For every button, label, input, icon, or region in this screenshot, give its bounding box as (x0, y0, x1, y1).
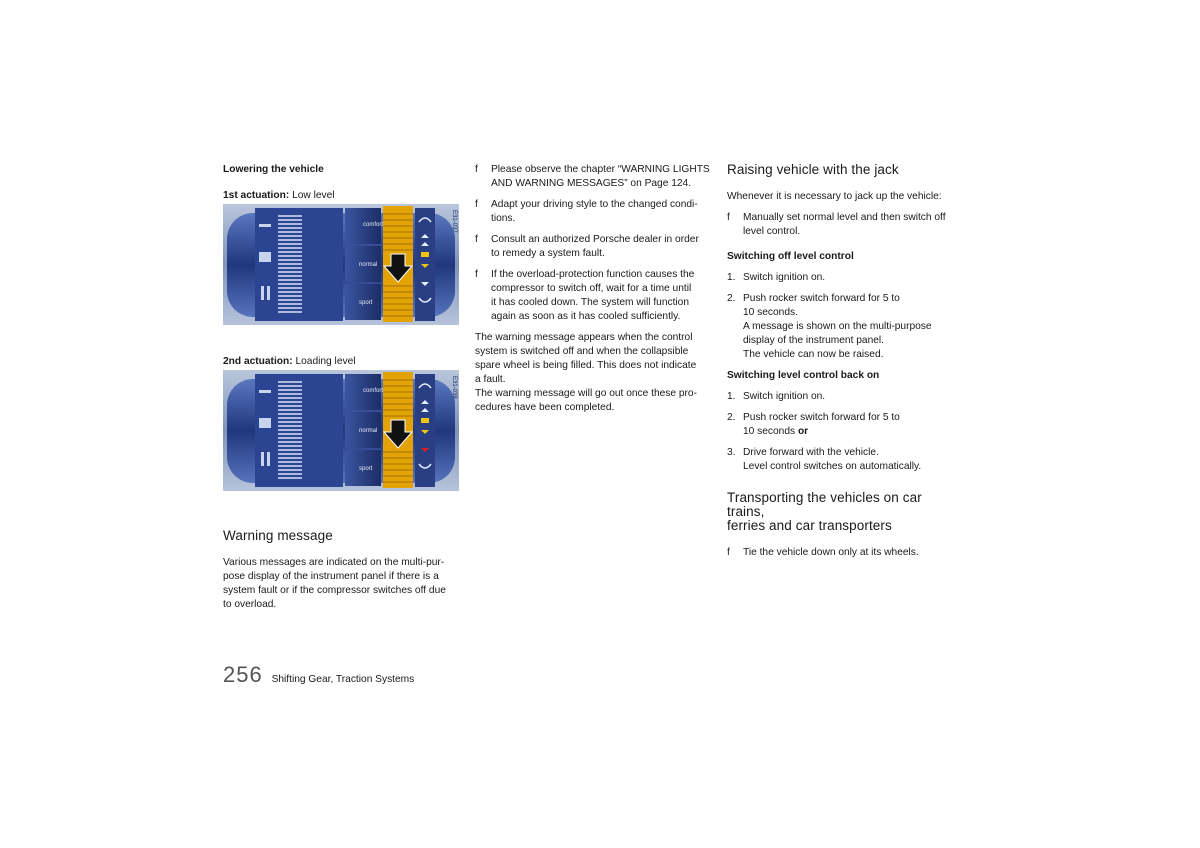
jack-heading: Raising vehicle with the jack (727, 162, 899, 177)
switch-off-heading: Switching off level control (727, 251, 854, 262)
step-line: A message is shown on the multi-purpose (743, 321, 932, 332)
bullet-line: to remedy a system fault. (491, 248, 605, 259)
figure2-button-comfort: comfort (363, 388, 384, 394)
warning-info-paragraph (475, 331, 713, 415)
bullet-line: AND WARNING MESSAGES” on Page 124. (491, 178, 692, 189)
bullet-line: tions. (491, 213, 516, 224)
step-item (727, 411, 963, 439)
bullet-item (475, 163, 713, 191)
step-item (727, 271, 963, 285)
warning-line: Various messages are indicated on the multi-pur- (223, 557, 445, 568)
figure2-id-label: E31-038 (451, 376, 457, 399)
step-line: Switch ignition on. (743, 391, 826, 402)
bullet-line: compressor to switch off, wait for a time until (491, 283, 692, 294)
transport-heading (727, 491, 963, 533)
bullet-mark: f (727, 547, 730, 558)
step-item (727, 446, 963, 474)
bullet-mark: f (475, 199, 478, 210)
bullet-line: again as soon as it has cooled sufficiently. (491, 311, 681, 322)
level-control-figure-1 (223, 204, 459, 325)
step-line: Level control switches on automatically. (743, 461, 922, 472)
figure1-button-normal: normal (359, 262, 378, 268)
transport-bullet (727, 546, 963, 560)
figure2-button-sport: sport (359, 466, 373, 472)
page-number: 256 (223, 662, 263, 687)
bullet-mark: f (475, 234, 478, 245)
figure1-button-comfort: comfort (363, 222, 384, 228)
figure2-caption (223, 355, 459, 369)
bullet-mark: f (475, 269, 478, 280)
figure2-button-normal: normal (359, 428, 378, 434)
step-line: Switch ignition on. (743, 272, 826, 283)
step-line-text: 10 seconds (743, 426, 796, 437)
switch-on-heading: Switching level control back on (727, 370, 880, 381)
warning-paragraph (223, 556, 459, 612)
middle-column (475, 163, 713, 415)
level-control-figure-2 (223, 370, 459, 491)
step-number: 1. (727, 272, 736, 283)
bullet-line: Consult an authorized Porsche dealer in order (491, 234, 699, 245)
bullet-line: level control. (743, 226, 801, 237)
section-name: Shifting Gear, Traction Systems (271, 674, 415, 685)
step-item (727, 390, 963, 404)
lowering-heading: Lowering the vehicle (223, 164, 324, 175)
paragraph-line: a fault. (475, 374, 506, 385)
jack-bullet (727, 211, 963, 239)
paragraph-line: The warning message appears when the control (475, 332, 693, 343)
bullet-mark: f (727, 212, 730, 223)
warning-line: system fault or if the compressor switches off due (223, 585, 446, 596)
left-column (223, 163, 459, 612)
paragraph-line: spare wheel is being filled. This does not indicate (475, 360, 697, 371)
step-item (727, 292, 963, 362)
figure1-id-label: E31-037 (451, 210, 457, 233)
paragraph-line: system is switched off and when the collapsible (475, 346, 689, 357)
warning-line: pose display of the instrument panel if there is a (223, 571, 439, 582)
step-line: display of the instrument panel. (743, 335, 885, 346)
bullet-item (475, 198, 713, 226)
figure2-caption-bold: 2nd actuation: (223, 356, 293, 367)
bullet-mark: f (475, 164, 478, 175)
jack-intro: Whenever it is necessary to jack up the vehicle: (727, 191, 942, 202)
step-number: 2. (727, 293, 736, 304)
paragraph-line: The warning message will go out once these pro- (475, 388, 697, 399)
bullet-line: If the overload-protection function causes the (491, 269, 695, 280)
figure1-button-sport: sport (359, 300, 373, 306)
bullet-line: Tie the vehicle down only at its wheels. (743, 547, 919, 558)
step-line: Push rocker switch forward for 5 to (743, 293, 900, 304)
step-line: The vehicle can now be raised. (743, 349, 884, 360)
bullet-line: Adapt your driving style to the changed condi- (491, 199, 698, 210)
step-line: Drive forward with the vehicle. (743, 447, 879, 458)
bullet-line: Manually set normal level and then switch off (743, 212, 946, 223)
step-line: Push rocker switch forward for 5 to (743, 412, 900, 423)
bullet-item (475, 233, 713, 261)
bullet-item (475, 268, 713, 324)
transport-heading-line: Transporting the vehicles on car trains, (727, 490, 922, 519)
step-line: 10 seconds. (743, 307, 798, 318)
paragraph-line: cedures have been completed. (475, 402, 615, 413)
step-line-bold: or (797, 426, 809, 437)
warning-line: to overload. (223, 599, 277, 610)
step-number: 1. (727, 391, 736, 402)
step-line (743, 425, 963, 439)
page-footer (223, 663, 414, 687)
transport-heading-line: ferries and car transporters (727, 518, 892, 533)
bullet-line: it has cooled down. The system will function (491, 297, 689, 308)
figure1-caption-bold: 1st actuation: (223, 190, 290, 201)
bullet-line: Please observe the chapter “WARNING LIGHTS (491, 164, 710, 175)
step-number: 3. (727, 447, 736, 458)
warning-heading: Warning message (223, 528, 333, 543)
figure1-caption-text: Low level (292, 190, 335, 201)
figure1-caption (223, 189, 459, 203)
figure2-caption-text: Loading level (295, 356, 356, 367)
step-number: 2. (727, 412, 736, 423)
right-column (727, 163, 963, 567)
